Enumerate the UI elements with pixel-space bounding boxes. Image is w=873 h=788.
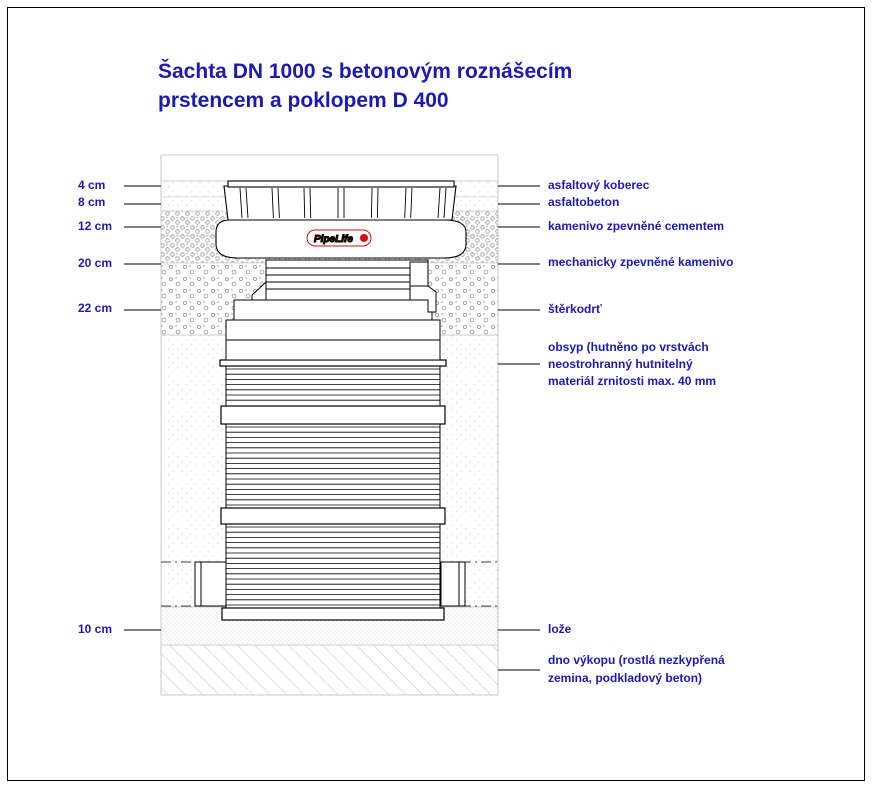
shaft-body <box>220 260 446 620</box>
depth-label-koberec: 4 cm <box>78 178 106 192</box>
layer-label-dno-2: zemina, podkladový beton) <box>548 671 703 685</box>
cover-frame <box>224 186 456 220</box>
depth-label-cement: 12 cm <box>78 219 113 233</box>
riser-collar <box>410 262 428 286</box>
corrugated-section-middle <box>226 424 440 508</box>
logo-icon <box>360 234 368 242</box>
manhole-cover <box>216 181 466 258</box>
depth-label-sterk: 22 cm <box>78 301 113 315</box>
inlet-pipe-left <box>195 562 227 606</box>
coupling-ring-1 <box>221 406 445 424</box>
layer-label-koberec: asfaltový koberec <box>548 178 650 192</box>
layer-label-obsyp-3: materiál zrnitosti max. 40 mm <box>548 374 717 388</box>
logo-text: PipeLife <box>314 234 353 245</box>
depth-label-mech: 20 cm <box>78 256 113 270</box>
layer-dno-fill <box>161 645 498 695</box>
layer-label-obsyp-2: neostrohranný hutnitelný <box>548 357 693 371</box>
layer-label-mech: mechanicky zpevněné kamenivo <box>548 255 734 269</box>
layer-label-obsyp-1: obsyp (hutněno po vrstvách <box>548 340 709 354</box>
cover-rib <box>371 188 372 218</box>
title-line-2: prstencem a poklopem D 400 <box>158 89 449 112</box>
layer-label-asfaltobeton: asfaltobeton <box>548 195 620 209</box>
coupling-ring-2 <box>221 508 445 524</box>
manhole-cover-lid <box>228 181 454 187</box>
depth-label-asfaltobeton: 8 cm <box>78 195 106 209</box>
depth-label-loze: 10 cm <box>78 622 113 636</box>
layer-label-sterk: štěrkodrť <box>548 302 602 316</box>
layer-label-dno-1: dno výkopu (rostlá nezkypřená <box>548 653 725 667</box>
shaft-base-plate <box>222 608 444 620</box>
title-line-1: Šachta DN 1000 s betonovým roznášecím <box>158 60 573 83</box>
cover-rib <box>377 188 378 218</box>
corrugated-section-lower <box>226 524 440 608</box>
cone-top-ring <box>234 300 432 320</box>
cone-flange <box>220 360 446 366</box>
inlet-pipe-right <box>441 562 465 606</box>
layer-label-loze: lože <box>548 622 572 636</box>
riser-pipe <box>266 260 428 300</box>
layer-label-cement: kamenivo zpevněné cementem <box>548 219 725 233</box>
